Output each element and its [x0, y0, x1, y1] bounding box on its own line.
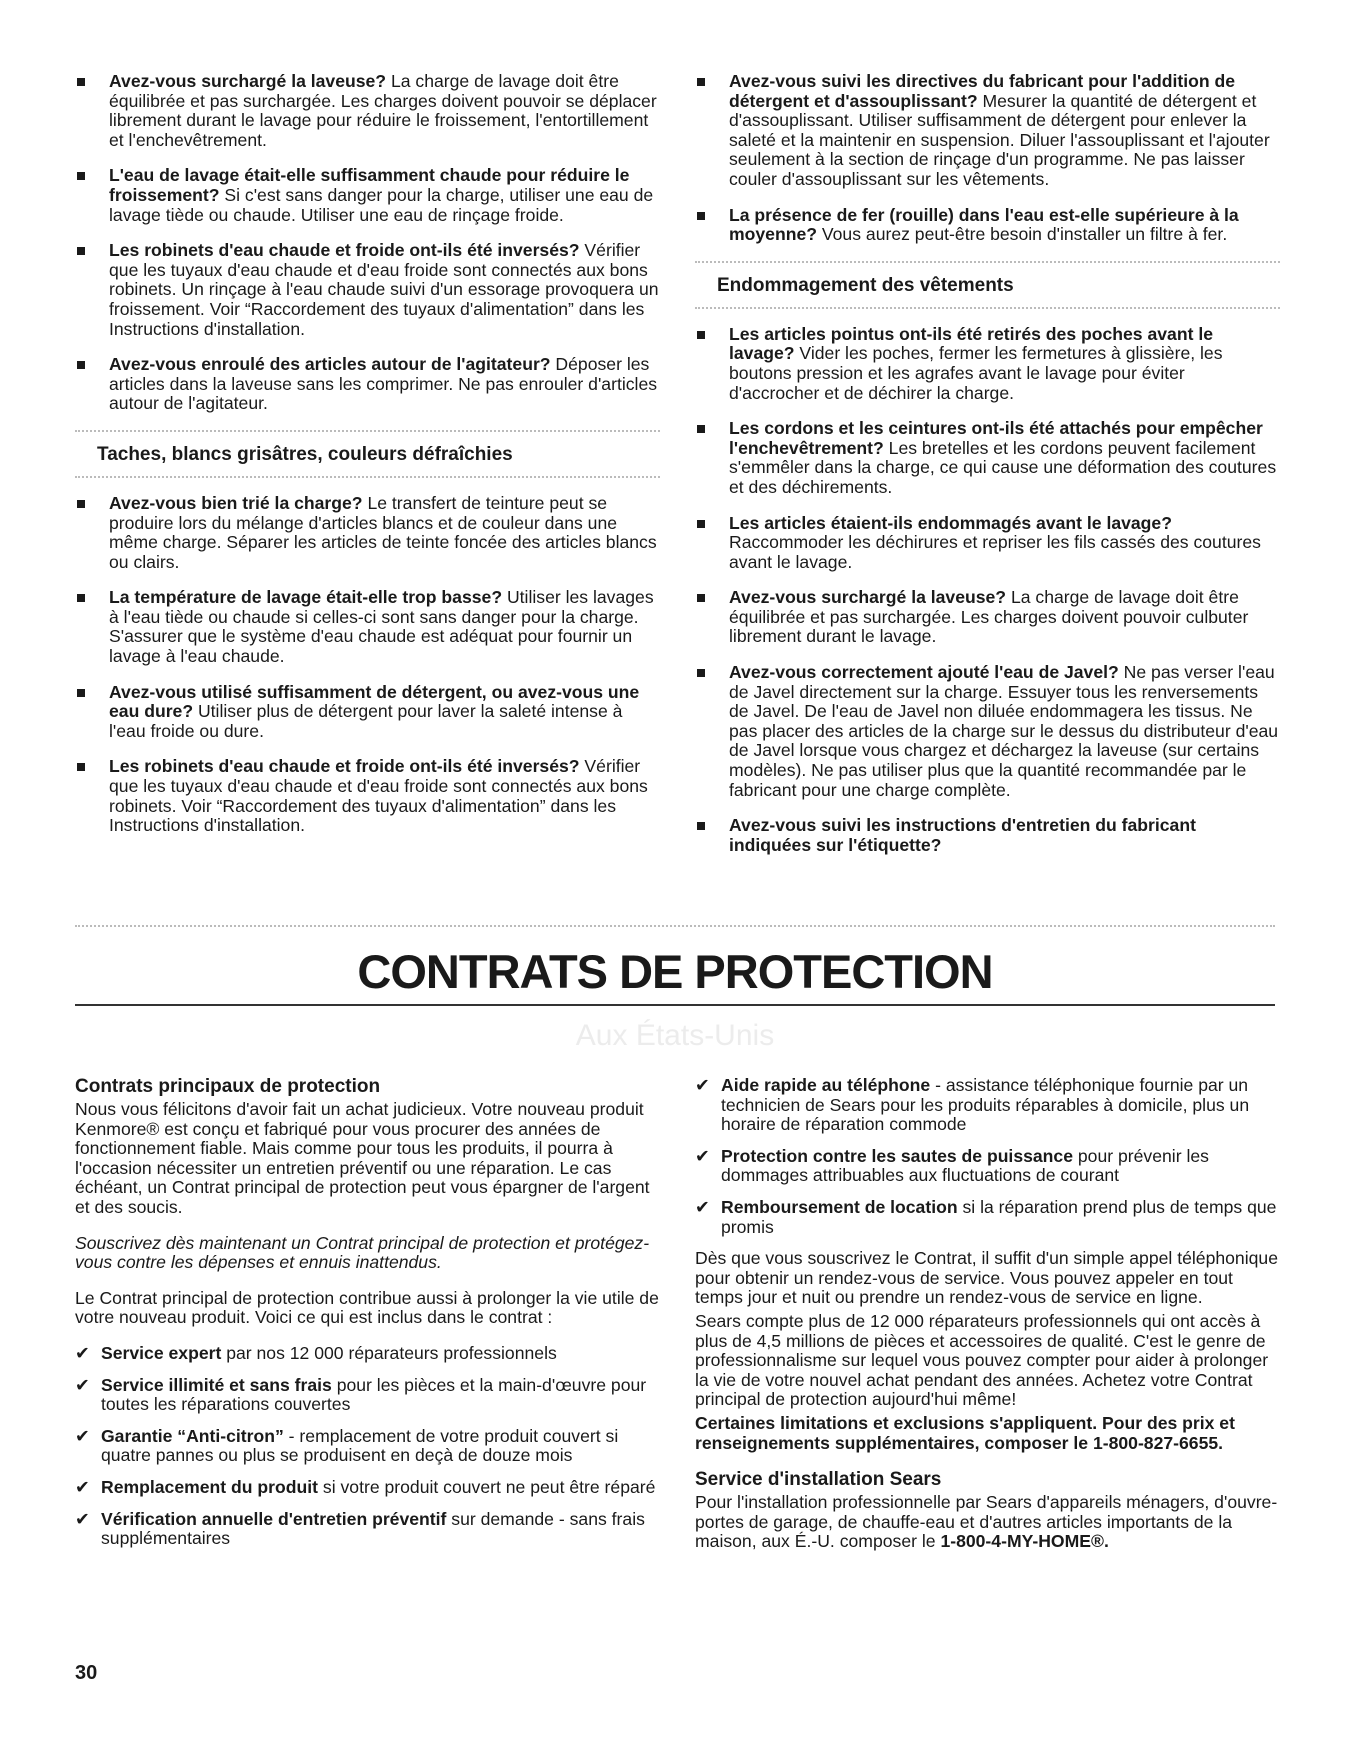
heading-main-contracts: Contrats principaux de protection	[75, 1076, 381, 1097]
list-item: ✔ Protection contre les sautes de puissance pour prévenir les dommages attribuables aux fluctuations de courant	[695, 1145, 1209, 1186]
list-item: Avez-vous utilisé suffisamment de détergent, ou avez-vous une eau dure? Utiliser plus de détergent pour laver la saleté intense à l'eau froide ou dure.	[75, 683, 660, 742]
check-icon: ✔	[695, 1196, 710, 1217]
check-icon: ✔	[75, 1374, 90, 1395]
list-item: Avez-vous correctement ajouté l'eau de Javel? Ne pas verser l'eau de Javel directement sur la charge. Essuyer tous les renversements de Javel. De l'eau de Javel non diluée endommagera les tissus. Ne pas placer des articles de la charge sur le dessus du distributeur d'eau de Javel lorsque vous chargez et déchargez la laveuse (sur certains modèles). Ne pas utiliser plus que la quantité recommandée par le fabricant pour une charge complète.	[695, 663, 1280, 800]
list-item: La température de lavage était-elle trop basse? Utiliser les lavages à l'eau tiède ou chaude si celles-ci sont sans danger pour la charge. S'assurer que le système d'eau chaude est adéquat pour fournir un lavage à l'eau chaude.	[75, 588, 660, 666]
left-column-troubleshooting	[75, 72, 660, 852]
check-icon: ✔	[75, 1476, 90, 1497]
list-item: Les articles étaient-ils endommagés avant le lavage? Raccommoder les déchirures et repriser les fils cassés des coutures avant le lavage.	[695, 514, 1280, 573]
list-item: ✔ Remboursement de location si la réparation prend plus de temps que promis	[695, 1196, 1277, 1237]
list-item: Avez-vous surchargé la laveuse? La charge de lavage doit être équilibrée et pas surchargée. Les charges doivent pouvoir se déplacer librement durant le lavage pour réduire le froissement, l'entortillement et l'enchevêtrement.	[75, 72, 660, 150]
section-heading-damage: Endommagement des vêtements	[695, 261, 1280, 309]
limitations-note: Certaines limitations et exclusions s'appliquent. Pour des prix et renseignements supplémentaires, composer le 1-800-827-6655.	[695, 1412, 1235, 1453]
check-icon: ✔	[695, 1145, 710, 1166]
list-item: ✔ Garantie “Anti-citron” - remplacement de votre produit couvert si quatre pannes ou plus se produisent en deçà de douze mois	[75, 1425, 619, 1466]
list-item: ✔ Service expert par nos 12 000 réparateurs professionnels	[75, 1342, 557, 1363]
installation-paragraph: Pour l'installation professionnelle par Sears d'appareils ménagers, d'ouvre-portes de garage, de chauffe-eau et d'autres articles importants de la maison, aux É.-U. composer le 1-800-4-MY-HOME®.	[695, 1492, 1278, 1552]
list-item: Les cordons et les ceintures ont-ils été attachés pour empêcher l'enchevêtrement? Les bretelles et les cordons peuvent facilement s'emmêler dans la charge, ce qui cause une déformation des coutures et des déchirements.	[695, 419, 1280, 497]
list-item: Avez-vous bien trié la charge? Le transfert de teinture peut se produire lors du mélange d'articles blancs et de couleur dans une même charge. Séparer les articles de teinte foncée des articles blancs ou clairs.	[75, 494, 660, 572]
stains-list	[75, 494, 660, 836]
list-item: Avez-vous surchargé la laveuse? La charge de lavage doit être équilibrée et pas surchargée. Les charges doivent pouvoir culbuter librement durant le lavage.	[695, 588, 1280, 647]
check-icon: ✔	[75, 1425, 90, 1446]
list-item: Avez-vous suivi les directives du fabricant pour l'addition de détergent et d'assouplissant? Mesurer la quantité de détergent et d'assouplissant. Utiliser suffisamment de détergent pour enlever la saleté et la maintenir en suspension. Diluer l'assouplissant et l'ajouter seulement à la section de rinçage d'un programme. Ne pas laisser couler d'assouplissant sur les vêtements.	[695, 72, 1280, 190]
list-item: ✔ Remplacement du produit si votre produit couvert ne peut être réparé	[75, 1476, 656, 1497]
service-paragraph: Dès que vous souscrivez le Contrat, il suffit d'un simple appel téléphonique pour obtenir un rendez-vous de service. Vous pouvez appeler en tout temps jour et nuit ou prendre un rendez-vous de service en ligne.	[695, 1248, 1278, 1308]
page-title: CONTRATS DE PROTECTION	[357, 945, 993, 998]
check-icon: ✔	[695, 1075, 710, 1095]
check-icon: ✔	[75, 1342, 90, 1363]
contract-paragraph: Le Contrat principal de protection contribue aussi à prolonger la vie utile de votre nouveau produit. Voici ce qui est inclus dans le contrat :	[75, 1287, 659, 1328]
included-list	[75, 1344, 660, 1549]
italic-paragraph: Souscrivez dès maintenant un Contrat principal de protection et protégez-vous contre les dépenses et ennuis inattendus.	[75, 1232, 650, 1273]
left-top-list	[75, 72, 660, 414]
list-item: ✔ Aide rapide au téléphone - assistance téléphonique fournie par un technicien de Sears pour les produits réparables à domicile, plus un horaire de réparation commode	[695, 1075, 1250, 1135]
list-item: L'eau de lavage était-elle suffisamment chaude pour réduire le froissement? Si c'est sans danger pour la charge, utiliser une eau de lavage tiède ou chaude. Utiliser une eau de rinçage froide.	[75, 166, 660, 225]
list-item: La présence de fer (rouille) dans l'eau est-elle supérieure à la moyenne? Vous aurez peut-être besoin d'installer un filtre à fer.	[695, 206, 1280, 245]
included-list-continued	[695, 1076, 1280, 1237]
list-item: Les articles pointus ont-ils été retirés des poches avant le lavage? Vider les poches, fermer les fermetures à glissière, les boutons pression et les agrafes avant le lavage pour éviter d'accrocher et de déchirer la charge.	[695, 325, 1280, 403]
title-rule	[75, 1004, 1275, 1006]
right-top-list	[695, 72, 1280, 245]
intro-paragraph: Nous vous félicitons d'avoir fait un achat judicieux. Votre nouveau produit Kenmore® est conçu et fabriqué pour vous procurer des années de fonctionnement fiable. Mais comme pour tous les produits, il pourra à l'occasion nécessiter un entretien préventif ou une réparation. Le cas échéant, un Contrat principal de protection peut vous épargner de l'argent et des soucis.	[75, 1099, 650, 1217]
list-item: Les robinets d'eau chaude et froide ont-ils été inversés? Vérifier que les tuyaux d'eau chaude et d'eau froide sont connectés aux bons robinets. Un rinçage à l'eau chaude suivi d'un essorage provoquera un froissement. Voir “Raccordement des tuyaux d'alimentation” dans les Instructions d'installation.	[75, 241, 660, 339]
section-divider	[75, 925, 1275, 927]
install-phone: 1-800-4-MY-HOME®.	[940, 1531, 1109, 1552]
check-icon: ✔	[75, 1508, 90, 1529]
page-number: 30	[75, 1662, 98, 1684]
list-item: Avez-vous suivi les instructions d'entretien du fabricant indiquées sur l'étiquette?	[695, 816, 1280, 855]
subtitle-watermark: Aux États-Unis	[575, 1019, 775, 1052]
left-column-protection	[75, 1076, 660, 1561]
list-item: ✔ Vérification annuelle d'entretien préventif sur demande - sans frais supplémentaires	[75, 1508, 645, 1549]
right-column-protection	[695, 1076, 1280, 1568]
damage-list	[695, 325, 1280, 856]
right-column-troubleshooting	[695, 72, 1280, 871]
section-heading-stains: Taches, blancs grisâtres, couleurs défraîchies	[75, 430, 660, 478]
list-item: Avez-vous enroulé des articles autour de l'agitateur? Déposer les articles dans la laveuse sans les comprimer. Ne pas enrouler d'articles autour de l'agitateur.	[75, 355, 660, 414]
sears-paragraph: Sears compte plus de 12 000 réparateurs professionnels qui ont accès à plus de 4,5 millions de pièces et accessoires de qualité. C'est le genre de professionnalisme sur lequel vous pouvez compter pour aider à prolonger la vie de votre nouvel achat pendant des années. Achetez votre Contrat principal de protection aujourd'hui même!	[695, 1310, 1269, 1410]
heading-installation: Service d'installation Sears	[695, 1469, 942, 1491]
list-item: ✔ Service illimité et sans frais pour les pièces et la main-d'œuvre pour toutes les réparations couvertes	[75, 1374, 647, 1415]
list-item: Les robinets d'eau chaude et froide ont-ils été inversés? Vérifier que les tuyaux d'eau chaude et d'eau froide sont connectés aux bons robinets. Voir “Raccordement des tuyaux d'alimentation” dans les Instructions d'installation.	[75, 757, 660, 835]
